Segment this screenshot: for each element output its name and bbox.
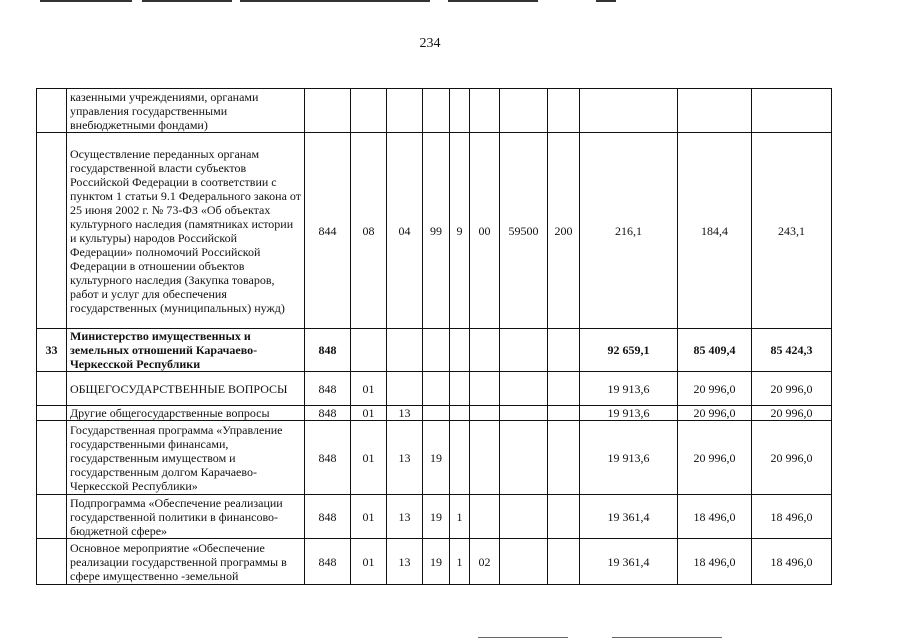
cell-num	[37, 421, 67, 495]
cell-name: казенными учреждениями, органами управления государственными внебюджетными фондами)	[67, 89, 305, 133]
scan-bottom-rule	[478, 637, 568, 638]
budget-table	[36, 88, 832, 585]
cell-amount-1: 19 913,6	[580, 372, 678, 406]
cell-expense-type: 200	[548, 133, 580, 329]
cell-amount-3: 18 496,0	[752, 539, 832, 585]
cell-program	[423, 89, 450, 133]
cell-name: Подпрограмма «Обеспечение реализации государственной политики в финансово-бюджетной сфере»	[67, 495, 305, 539]
cell-expense-type	[548, 421, 580, 495]
scan-top-rule	[240, 0, 430, 2]
cell-name: Осуществление переданных органам государственной власти субъектов Российской Федерации в соответствии с пунктом 1 статьи 9.1 Федерального закона от 25 июня 2002 г. № 73-ФЗ «Об объектах культурного наследия (памятниках истории и культуры) народов Российской Федерации» полномочий Российской Федерации в отношении объектов культурного наследия (Закупка товаров, работ и услуг для обеспечения государственных (муниципальных) нужд)	[67, 133, 305, 329]
cell-amount-1	[580, 89, 678, 133]
cell-ministry: 848	[305, 495, 351, 539]
cell-direction	[500, 539, 548, 585]
cell-subsection	[387, 89, 423, 133]
cell-num	[37, 539, 67, 585]
cell-subsection	[387, 329, 423, 372]
cell-amount-1: 19 913,6	[580, 421, 678, 495]
cell-subprogram	[450, 89, 470, 133]
table-row	[37, 89, 832, 133]
cell-program: 19	[423, 539, 450, 585]
cell-direction	[500, 495, 548, 539]
cell-ministry: 848	[305, 372, 351, 406]
cell-name: ОБЩЕГОСУДАРСТВЕННЫЕ ВОПРОСЫ	[67, 372, 305, 406]
cell-ministry: 848	[305, 329, 351, 372]
cell-amount-3	[752, 89, 832, 133]
scan-bottom-rule	[612, 637, 722, 638]
table-row	[37, 539, 832, 585]
cell-program: 99	[423, 133, 450, 329]
cell-expense-type	[548, 539, 580, 585]
table-row	[37, 421, 832, 495]
cell-subsection: 13	[387, 406, 423, 421]
cell-section	[351, 89, 387, 133]
cell-subprogram	[450, 372, 470, 406]
cell-event: 00	[470, 133, 500, 329]
cell-subprogram	[450, 421, 470, 495]
table-row	[37, 406, 832, 421]
cell-amount-1: 19 913,6	[580, 406, 678, 421]
cell-direction	[500, 372, 548, 406]
cell-event	[470, 372, 500, 406]
table-body	[37, 89, 832, 585]
cell-name: Государственная программа «Управление государственными финансами, государственным имуществом и государственным долгом Карачаево-Черкесской Республики»	[67, 421, 305, 495]
cell-event	[470, 421, 500, 495]
cell-event	[470, 329, 500, 372]
scan-top-rule	[142, 0, 232, 2]
cell-section: 01	[351, 495, 387, 539]
cell-amount-3: 20 996,0	[752, 406, 832, 421]
cell-amount-2: 18 496,0	[678, 539, 752, 585]
table-row	[37, 372, 832, 406]
table-row	[37, 495, 832, 539]
cell-event	[470, 495, 500, 539]
cell-amount-2: 18 496,0	[678, 495, 752, 539]
cell-subsection: 13	[387, 539, 423, 585]
cell-section: 01	[351, 539, 387, 585]
cell-amount-2: 20 996,0	[678, 421, 752, 495]
cell-amount-1: 216,1	[580, 133, 678, 329]
cell-num: 33	[37, 329, 67, 372]
cell-program: 19	[423, 495, 450, 539]
cell-amount-1: 19 361,4	[580, 539, 678, 585]
cell-ministry: 848	[305, 406, 351, 421]
cell-subprogram	[450, 406, 470, 421]
cell-section: 01	[351, 421, 387, 495]
cell-program	[423, 329, 450, 372]
cell-amount-1: 92 659,1	[580, 329, 678, 372]
cell-amount-3: 85 424,3	[752, 329, 832, 372]
cell-subprogram: 1	[450, 495, 470, 539]
scan-top-rule	[596, 0, 616, 2]
cell-expense-type	[548, 89, 580, 133]
cell-amount-3: 18 496,0	[752, 495, 832, 539]
cell-expense-type	[548, 329, 580, 372]
cell-section	[351, 329, 387, 372]
cell-ministry: 848	[305, 539, 351, 585]
cell-event: 02	[470, 539, 500, 585]
cell-program	[423, 372, 450, 406]
page-number: 234	[419, 36, 441, 51]
cell-amount-3: 20 996,0	[752, 372, 832, 406]
cell-amount-1: 19 361,4	[580, 495, 678, 539]
cell-direction	[500, 421, 548, 495]
cell-num	[37, 406, 67, 421]
cell-direction	[500, 89, 548, 133]
cell-name: Другие общегосударственные вопросы	[67, 406, 305, 421]
cell-direction	[500, 329, 548, 372]
cell-ministry: 844	[305, 133, 351, 329]
cell-section: 08	[351, 133, 387, 329]
cell-subsection: 13	[387, 421, 423, 495]
cell-amount-2: 20 996,0	[678, 372, 752, 406]
scan-top-rule	[448, 0, 538, 2]
cell-ministry: 848	[305, 421, 351, 495]
cell-expense-type	[548, 372, 580, 406]
cell-name: Министерство имущественных и земельных отношений Карачаево-Черкесской Республики	[67, 329, 305, 372]
cell-subsection: 04	[387, 133, 423, 329]
cell-amount-3: 243,1	[752, 133, 832, 329]
cell-num	[37, 372, 67, 406]
cell-amount-2: 85 409,4	[678, 329, 752, 372]
cell-section: 01	[351, 406, 387, 421]
cell-subprogram	[450, 329, 470, 372]
table-row	[37, 329, 832, 372]
cell-event	[470, 89, 500, 133]
cell-program	[423, 406, 450, 421]
cell-amount-2	[678, 89, 752, 133]
cell-num	[37, 495, 67, 539]
cell-amount-3: 20 996,0	[752, 421, 832, 495]
cell-subprogram: 1	[450, 539, 470, 585]
cell-subsection: 13	[387, 495, 423, 539]
cell-subsection	[387, 372, 423, 406]
cell-event	[470, 406, 500, 421]
cell-expense-type	[548, 495, 580, 539]
cell-subprogram: 9	[450, 133, 470, 329]
cell-direction	[500, 406, 548, 421]
scan-top-rule	[40, 0, 132, 2]
cell-num	[37, 89, 67, 133]
cell-program: 19	[423, 421, 450, 495]
cell-num	[37, 133, 67, 329]
cell-amount-2: 184,4	[678, 133, 752, 329]
cell-direction: 59500	[500, 133, 548, 329]
cell-amount-2: 20 996,0	[678, 406, 752, 421]
cell-ministry	[305, 89, 351, 133]
cell-expense-type	[548, 406, 580, 421]
cell-section: 01	[351, 372, 387, 406]
cell-name: Основное мероприятие «Обеспечение реализации государственной программы в сфере имущественно -земельной	[67, 539, 305, 585]
table-row	[37, 133, 832, 329]
